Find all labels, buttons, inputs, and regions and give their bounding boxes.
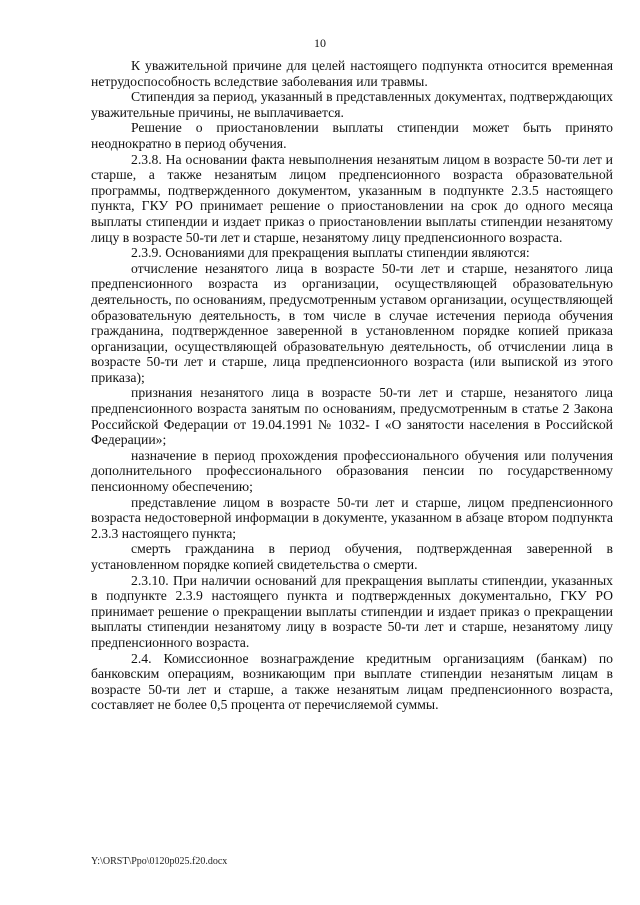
paragraph: Стипендия за период, указанный в представленных документах, подтверждающих уважительные причины, не выплачивается.: [91, 89, 614, 120]
paragraph: отчисление незанятого лица в возрасте 50-ти лет и старше, незанятого лица предпенсионного возраста из организации, осуществляющей образовательную деятельность, по основаниям, предусмотренным уставом организации, осуществляющей образовательную деятельность, в том числе в случае истечения периода обучения гражданина, подтвержденное заверенной в установленном порядке копией приказа организации, осуществляющей образовательную деятельность, об отчислении лица в возрасте 50-ти лет и старше, лица предпенсионного возраста (или выпиской из этого приказа);: [91, 260, 613, 385]
paragraph: признания незанятого лица в возрасте 50-ти лет и старше, незанятого лица предпенсионного возраста занятым по основаниям, предусмотренным в статье 2 Закона Российской Федерации от 19.04.1991 № 1032- I «О занятости населения в Российской Федерации»;: [91, 385, 613, 448]
footer-file-path: Y:\ORST\Ppo\0120p025.f20.docx: [91, 856, 228, 867]
page-number: 10: [314, 36, 326, 50]
paragraph: 2.3.9. Основаниями для прекращения выплаты стипендии являются:: [131, 245, 530, 261]
paragraph: назначение в период прохождения профессионального обучения или получения дополнительного профессионального образования пенсии по государственному пенсионному обеспечению;: [91, 447, 613, 495]
paragraph: 2.4. Комиссионное вознаграждение кредитным организациям (банкам) по банковским операциям, возникающим при выплате стипендии незанятым лицам в возрасте 50-ти лет и старше, а также незанятым лицам предпенсионного возраста, составляет не более 0,5 процента от перечисляемой суммы.: [91, 650, 613, 713]
paragraph: 2.3.8. На основании факта невыполнения незанятым лицом в возрасте 50-ти лет и старше, а также незанятым лицом предпенсионного возраста образовательной программы, подтвержденного документом, указанным в подпункте 2.3.5 настоящего пункта, ГКУ РО принимает решение о приостановлении на срок до одного месяца выплаты стипендии и издает приказ о приостановлении выплаты стипендии незанятому лицу в возрасте 50-ти лет и старше, незанятому лицу предпенсионного возраста.: [91, 151, 613, 245]
paragraph: Решение о приостановлении выплаты стипендии может быть принято неоднократно в период обучения.: [91, 120, 613, 151]
document-body: [91, 58, 613, 713]
paragraph: смерть гражданина в период обучения, подтвержденная заверенной в установленном порядке копией свидетельства о смерти.: [91, 541, 613, 572]
paragraph: 2.3.10. При наличии оснований для прекращения выплаты стипендии, указанных в подпункте 2.3.9 настоящего пункта и подтвержденных документально, ГКУ РО принимает решение о прекращении выплаты стипендии и издает приказ о прекращении выплаты стипендии незанятому лицу в возрасте 50-ти лет и старше, незанятому лицу предпенсионного возраста.: [91, 572, 613, 650]
paragraph: представление лицом в возрасте 50-ти лет и старше, лицом предпенсионного возраста недостоверной информации в документе, указанном в абзаце втором подпункта 2.3.3 настоящего пункта;: [91, 494, 613, 541]
paragraph: К уважительной причине для целей настоящего подпункта относится временная нетрудоспособность вследствие заболевания или травмы.: [91, 58, 613, 89]
